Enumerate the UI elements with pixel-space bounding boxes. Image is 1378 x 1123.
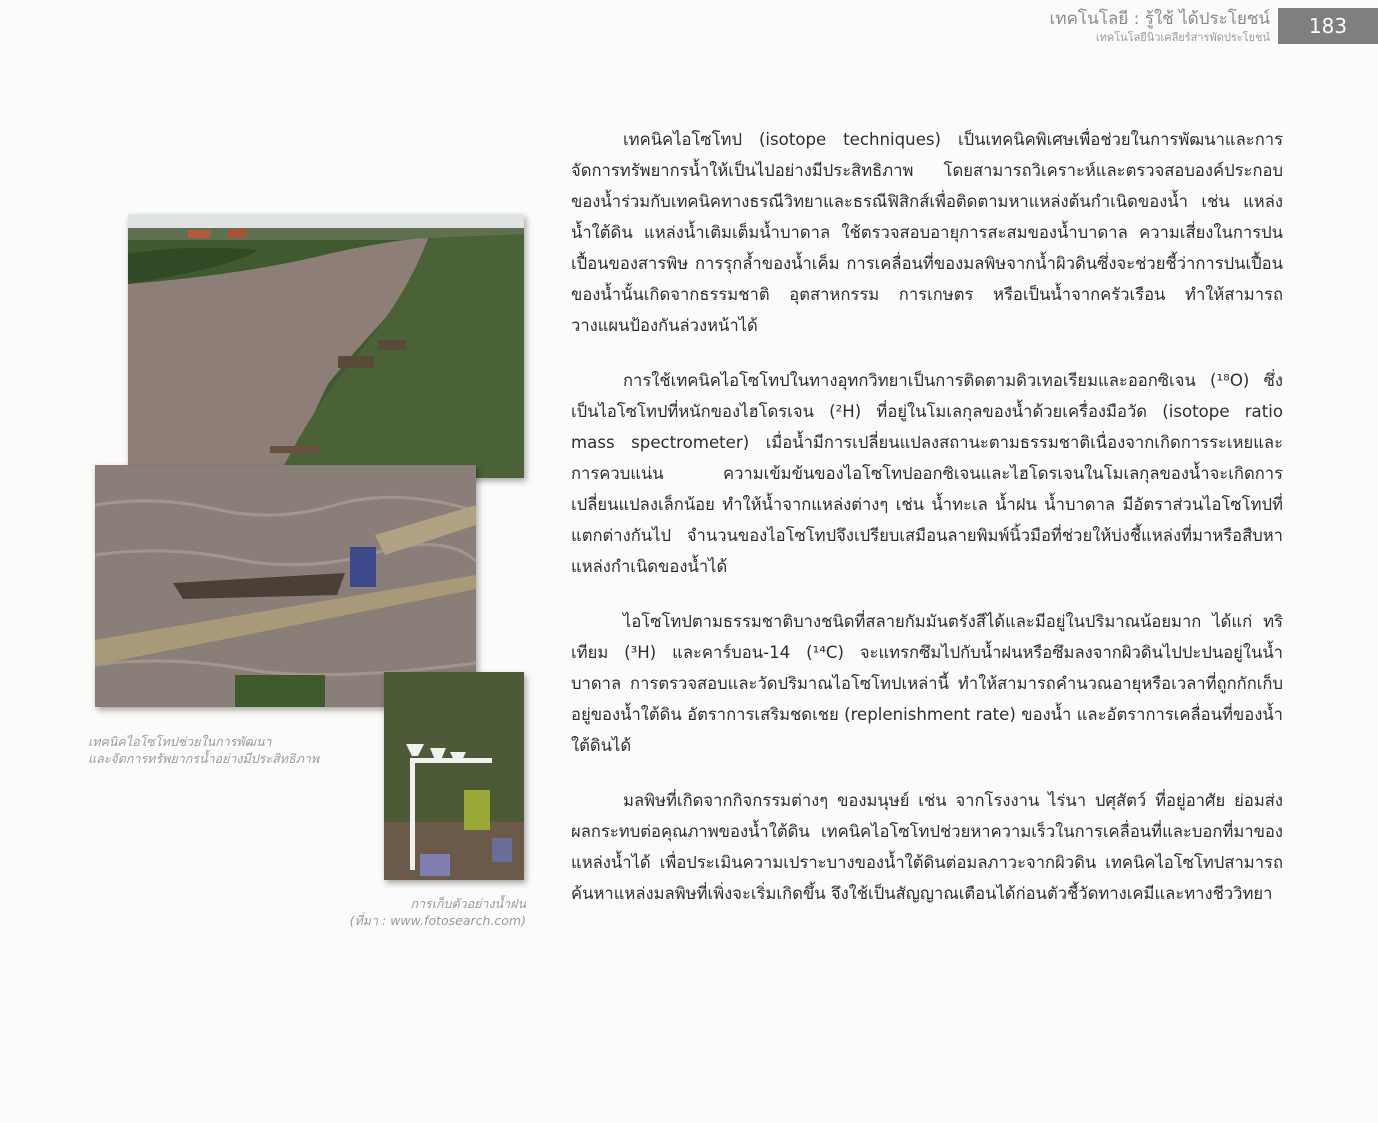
rain-caption-source: (ที่มา : www.fotosearch.com) — [349, 913, 526, 928]
page-number-box — [1278, 8, 1378, 44]
article-body — [571, 124, 1283, 933]
running-header — [1050, 8, 1270, 46]
paragraph-hydrology-isotopes: การใช้เทคนิคไอโซโทปในทางอุทกวิทยาเป็นการติดตามดิวเทอเรียมและออกซิเจน (¹⁸O) ซึ่งเป็นไอโซโทปที่หนักของไฮโดรเจน (²H) ที่อยู่ในโมเลกุลของน้ำด้วยเครื่องมือวัด (isotope ratio mass spectrometer) เมื่อน้ำมีการเปลี่ยนแปลงสถานะตามธรรมชาติเนื่องจากเกิดการระเหยและการควบแน่น ความเข้มข้นของไอโซโทปออกซิเจนและไฮโดรเจนในโมเลกุลของน้ำจะเกิดการเปลี่ยนแปลงเล็กน้อย ทำให้น้ำจากแหล่งต่างๆ เช่น น้ำทะเล น้ำฝน น้ำบาดาล มีอัตราส่วนไอโซโทปที่แตกต่างกันไป จำนวนของไอโซโทปจึงเปรียบเสมือนลายพิมพ์นิ้วมือที่ช่วยให้บ่งชี้แหล่งที่มาหรือสืบหาแหล่งกำเนิดของน้ำได้ — [571, 371, 1283, 576]
paragraph-radioactive-isotopes: ไอโซโทปตามธรรมชาติบางชนิดที่สลายกัมมันตรังสีได้และมีอยู่ในปริมาณน้อยมาก ได้แก่ ทริเทียม (³H) และคาร์บอน-14 (¹⁴C) จะแทรกซึมไปกับน้ำฝนหรือซึมลงจากผิวดินไปปะปนอยู่ในน้ำบาดาล การตรวจสอบและวัดปริมาณไอโซโทปเหล่านี้ ทำให้สามารถคำนวณอายุหรือเวลาที่ถูกกักเก็บอยู่ของน้ำใต้ดิน อัตราการเสริมชดเชย (replenishment rate) ของน้ำ และอัตราการเคลื่อนที่ของน้ำใต้ดินได้ — [571, 612, 1283, 755]
rain-photo-caption — [300, 895, 526, 929]
rain-caption-line1: การเก็บตัวอย่างน้ำฝน — [410, 896, 526, 911]
river-aerial-photo — [128, 214, 524, 478]
header-subtitle: เทคโนโลยีนิวเคลียร์สารพัดประโยชน์ — [1095, 31, 1270, 44]
boat-water-photo — [95, 465, 476, 707]
river-photo-caption — [88, 733, 388, 767]
paragraph-isotope-techniques: เทคนิคไอโซโทป (isotope techniques) เป็นเทคนิคพิเศษเพื่อช่วยในการพัฒนาและการจัดการทรัพยากรน้ำให้เป็นไปอย่างมีประสิทธิภาพ โดยสามารถวิเคราะห์และตรวจสอบองค์ประกอบของน้ำร่วมกับเทคนิคทางธรณีวิทยาและธรณีฟิสิกส์เพื่อติดตามหาแหล่งต้นกำเนิดของน้ำ เช่น แหล่งน้ำใต้ดิน แหล่งน้ำเติมเต็มน้ำบาดาล ใช้ตรวจสอบอายุการสะสมของน้ำบาดาล ความเสี่ยงในการปนเปื้อนของสารพิษ การรุกล้ำของน้ำเค็ม การเคลื่อนที่ของมลพิษจากน้ำผิวดินซึ่งจะช่วยชี้ว่าการปนเปื้อนของน้ำนั้นเกิดจากธรรมชาติ อุตสาหกรรม การเกษตร หรือเป็นน้ำจากครัวเรือน ทำให้สามารถวางแผนป้องกันล่วงหน้าได้ — [571, 130, 1283, 335]
page-number: 183 — [1308, 14, 1348, 38]
header-title: เทคโนโลยี : รู้ใช้ ได้ประโยชน์ — [1049, 9, 1270, 29]
river-caption-line1: เทคนิคไอโซโทปช่วยในการพัฒนา — [88, 734, 272, 749]
paragraph-pollution: มลพิษที่เกิดจากกิจกรรมต่างๆ ของมนุษย์ เช่น จากโรงงาน ไร่นา ปศุสัตว์ ที่อยู่อาศัย ย่อมส่งผลกระทบต่อคุณภาพของน้ำใต้ดิน เทคนิคไอโซโทปช่วยหาความเร็วในการเคลื่อนที่และบอกที่มาของแหล่งน้ำได้ เพื่อประเมินความเปราะบางของน้ำใต้ดินต่อมลภาวะจากผิวดิน เทคนิคไอโซโทปสามารถค้นหาแหล่งมลพิษที่เพิ่งจะเริ่มเกิดขึ้น จึงใช้เป็นสัญญาณเตือนได้ก่อนตัวชี้วัดทางเคมีและทางชีววิทยา — [571, 791, 1283, 903]
river-caption-line2: และจัดการทรัพยากรน้ำอย่างมีประสิทธิภาพ — [88, 751, 320, 766]
rain-sampling-photo — [384, 672, 524, 880]
